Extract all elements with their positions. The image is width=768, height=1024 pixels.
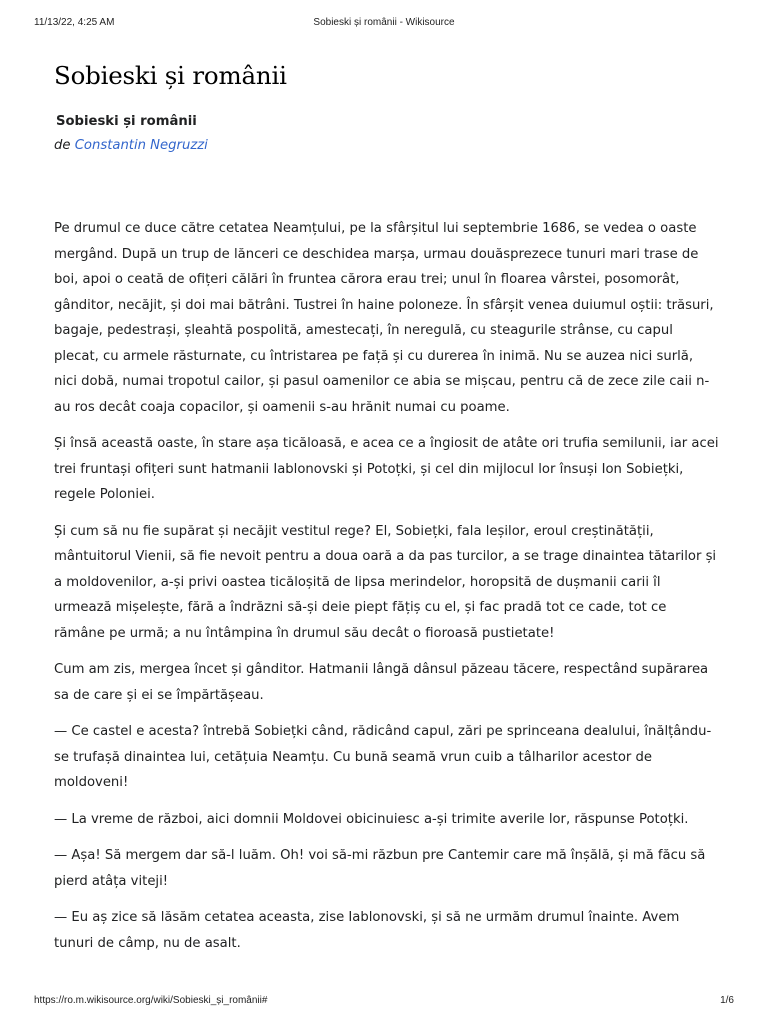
print-page-indicator: 1/6 bbox=[720, 995, 734, 1006]
print-header bbox=[34, 17, 734, 31]
byline bbox=[54, 136, 720, 156]
byline-prefix: de bbox=[54, 138, 71, 153]
page-title: Sobieski și românii bbox=[54, 61, 287, 90]
paragraph: Cum am zis, mergea încet și gânditor. Hatmanii lângă dânsul păzeau tăcere, respectând supărarea sa de care și ei se împărtășeau. bbox=[54, 662, 709, 703]
print-url: https://ro.m.wikisource.org/wiki/Sobieski_și_românii# bbox=[34, 995, 268, 1006]
paragraph: Și însă această oaste, în stare așa ticăloasă, e acea ce a îngiosit de atâte ori trufia semilunii, iar acei trei fruntași ofițeri sunt hatmanii Iablonovski și Potoțki, și cel din mijlocul lor însuși Ion Sobiețki, regele Poloniei. bbox=[54, 436, 719, 502]
body-text bbox=[54, 216, 720, 956]
paragraph: — Eu aș zice să lăsăm cetatea aceasta, zise Iablonovski, și să ne urmăm drumul înainte. Avem tunuri de câmp, nu de asalt. bbox=[54, 910, 680, 951]
work-title: Sobieski și românii bbox=[56, 114, 197, 129]
print-footer bbox=[34, 995, 734, 1009]
paragraph: Și cum să nu fie supărat și necăjit vestitul rege? El, Sobiețki, fala leșilor, eroul creștinătății, mântuitorul Vienii, să fie nevoit pentru a doua oară a da pas turcilor, a se trage dinaintea tătarilor și a moldovenilor, a-și privi oastea ticăloșită de lipsa merindelor, horopsită de dușmanii carii îl urmează mișelește, fără a îndrăzni să-și deie piept fățiș cu el, și fac pradă tot ce cade, tot ce rămâne pe urmă; a nu întâmpina în drumul său decât o fioroasă pustietate! bbox=[54, 523, 717, 641]
paragraph: — Așa! Să mergem dar să-l luăm. Oh! voi să-mi răzbun pre Cantemir care mă înșălă, și mă făcu să pierd atâța viteji! bbox=[54, 848, 706, 889]
print-page-title: Sobieski și românii - Wikisource bbox=[313, 17, 455, 28]
paragraph: Pe drumul ce duce către cetatea Neamțului, pe la sfârșitul lui septembrie 1686, se vedea o oaste mergând. După un trup de lănceri ce deschidea marșa, urmau douăsprezece tunuri mari trase de boi, apoi o ceată de ofițeri călări în fruntea cărora erau trei; unul în floarea vârstei, posomorât, gânditor, necăjit, și doi mai bătrâni. Tustrei în haine poloneze. În sfârșit venea duiumul oștii: trăsuri, bagaje, pedestrași, șleahtă pospolită, amestecați, în neregulă, cu steagurile strânse, cu capul plecat, cu armele răsturnate, cu întristarea pe față și cu durerea în inimă. Nu se auzea nici surlă, nici dobă, numai tropotul cailor, și pasul oamenilor ce abia se mișcau, pentru că de zece zile caii n-au ros decât coaja copacilor, și oamenii s-au hrănit numai cu poame. bbox=[54, 221, 714, 415]
print-datetime: 11/13/22, 4:25 AM bbox=[34, 17, 115, 28]
author-link[interactable]: Constantin Negruzzi bbox=[74, 138, 208, 153]
paragraph: — La vreme de război, aici domnii Moldovei obicinuiesc a-și trimite averile lor, răspunse Potoțki. bbox=[54, 811, 689, 827]
paragraph: — Ce castel e acesta? întrebă Sobiețki când, rădicând capul, zări pe sprinceana dealului, înălțându-se trufașă dinaintea lui, cetățuia Neamțu. Cu bună seamă vrun cuib a tâlharilor acestor de moldoveni! bbox=[54, 724, 712, 790]
article-content bbox=[54, 58, 720, 967]
